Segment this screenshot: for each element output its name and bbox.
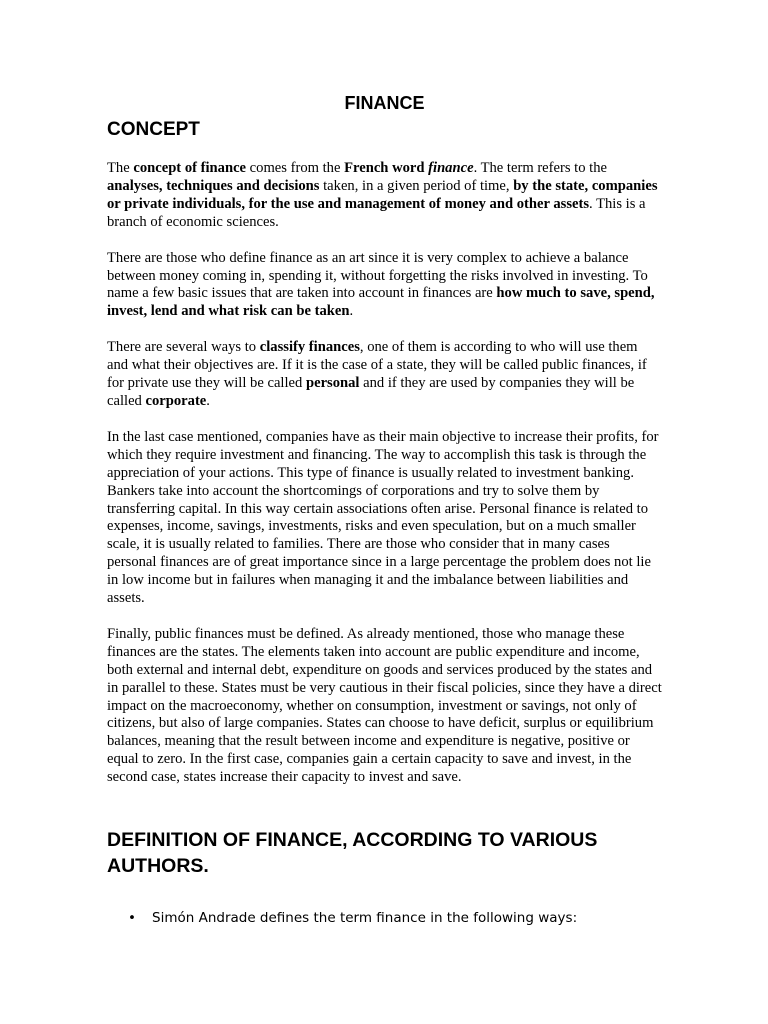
bullet-icon: • — [128, 910, 136, 927]
bold-run: concept of finance — [133, 160, 247, 176]
bold-italic-run — [428, 160, 473, 176]
text-run: comes from the — [246, 160, 345, 176]
text-run: . This is a branch of economic sciences. — [107, 195, 646, 230]
paragraph-classify-finances — [107, 339, 662, 411]
paragraph-concept-definition — [107, 160, 662, 232]
bold-run: classify finances — [259, 339, 360, 356]
text-run: There are several ways to — [107, 339, 260, 356]
paragraph-public-finances: Finally, public finances must be defined. As already mentioned, those who manage these finances are the states. The elements taken into account are public expenditure and income, both external and internal debt, expenditure on goods and services produced by the states and in parallel to these. States must be very cautious in their fiscal policies, since they have a direct impact on the macroeconomy, whether on consumption, investment or savings, not only of citizens, but also of large companies. States can choose to have deficit, surplus or equilibrium balances, meaning that the result between income and expenditure is negative, positive or equal to zero. In the first case, companies gain a certain capacity to save and invest, in the second case, states increase their capacity to invest and save. — [107, 625, 662, 786]
paragraph-finance-as-art — [107, 250, 662, 322]
list-item-text: Simón Andrade defines the term finance in the following ways: — [152, 910, 578, 927]
document-title: FINANCE — [344, 93, 425, 113]
bold-run: French word — [344, 160, 429, 176]
list-item — [107, 909, 662, 927]
bold-run: analyses, techniques and decisions — [107, 177, 320, 194]
bold-run: how much to save, spend, invest, lend and what risk can be taken — [107, 285, 655, 320]
bold-run: by the state, companies or private individuals, for the use and management of money and other assets — [107, 177, 658, 212]
text-run: , one of them is according to who will use them and what their objectives are. If it is the case of a state, they will be called public finances, if for private use they will be called — [107, 339, 647, 392]
bold-run: personal — [305, 375, 360, 392]
paragraph-corporate-personal: In the last case mentioned, companies have as their main objective to increase their profits, for which they require investment and financing. The way to accomplish this task is through the appreciation of your actions. This type of finance is usually related to investment banking. Bankers take into account the shortcomings of corporations and try to solve them by transferring capital. In this way certain associations often arise. Personal finance is related to expenses, income, savings, investments, risks and even speculation, but on a much smaller scale, it is usually related to families. There are those who consider that in many cases personal finances are of great importance since in a large percentage the problem does not lie in low income but in failures when managing it and the imbalance between liabilities and assets. — [107, 428, 659, 607]
text-run: . The term refers to the — [473, 160, 608, 176]
bold-run: corporate — [145, 392, 207, 409]
section-heading-definitions: DEFINITION OF FINANCE, ACCORDING TO VARIOUS AUTHORS. — [107, 829, 598, 878]
text-run: . — [206, 392, 210, 409]
text-run: and if they are used by companies they will be called — [107, 375, 635, 409]
text-run: The — [107, 160, 134, 176]
text-run: taken, in a given period of time, — [319, 177, 514, 194]
italic-run: finance — [428, 160, 474, 176]
bullet-list — [107, 909, 662, 927]
text-run: . — [349, 303, 354, 320]
section-heading-concept: CONCEPT — [107, 119, 200, 140]
text-run: There are those who define finance as an art since it is very complex to achieve a balance between money coming in, spending it, without forgetting the risks involved in investing. To name a few basic issues that are taken into account in finances are — [107, 249, 648, 302]
document-page — [107, 92, 662, 927]
